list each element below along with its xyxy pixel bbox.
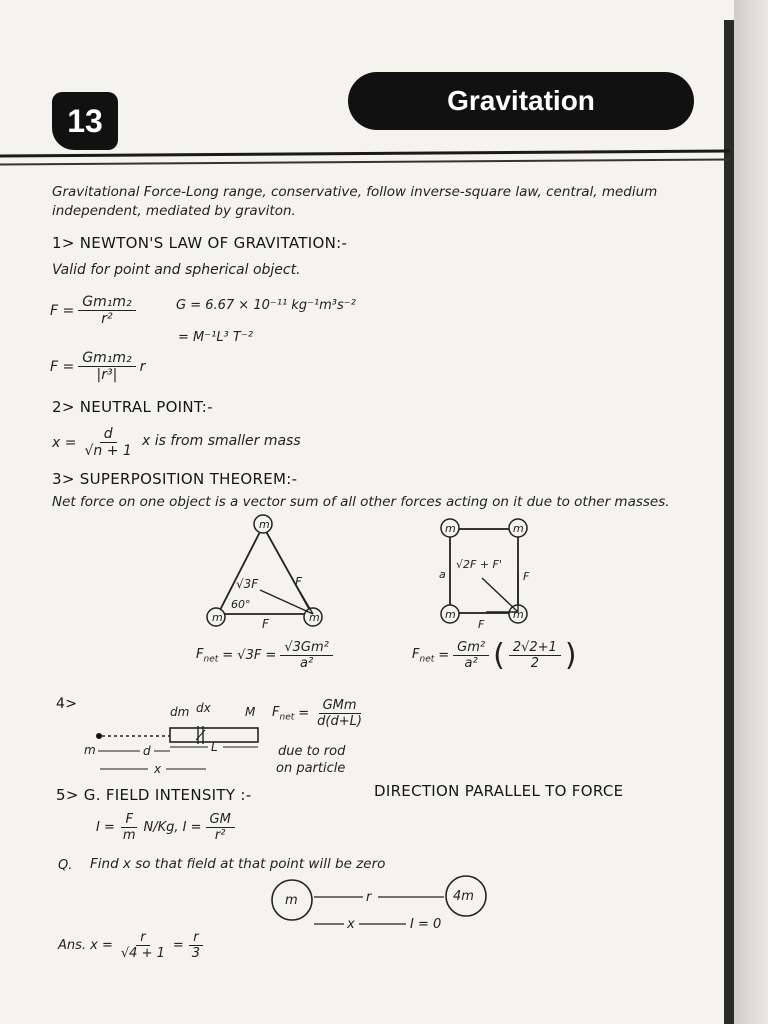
square-diagram — [430, 512, 550, 637]
sq-force-label: √2F + F' — [456, 558, 502, 571]
fnet2-bracket-denominator: 2 — [530, 656, 539, 671]
vector-denominator: |r³| — [96, 367, 118, 383]
sq-f-bottom: F — [478, 618, 485, 631]
newton-formula — [50, 294, 136, 327]
chapter-title-banner: Gravitation — [348, 72, 694, 130]
sq-side-label: a — [439, 568, 446, 581]
header-rule-thick — [0, 149, 730, 157]
fnet1-denominator: a² — [300, 656, 314, 671]
header-rule-thin — [0, 158, 730, 165]
rod-M-label: M — [245, 705, 256, 719]
rod-L-label: L — [211, 740, 218, 754]
g-dimension: = M⁻¹L³ T⁻² — [178, 330, 253, 345]
answer-numerator: r — [136, 930, 149, 946]
section-1-note: Valid for point and spherical object. — [52, 262, 301, 278]
tri-angle-label: 60° — [231, 598, 251, 611]
vector-lhs: F = — [50, 358, 75, 375]
field-unit: N/Kg, I = — [143, 820, 202, 835]
tri-mass-right: m — [309, 611, 320, 624]
fnet2-symbol: $F_{net}$ — [412, 646, 435, 665]
answer2-denominator: 3 — [191, 946, 201, 961]
g-constant: G = 6.67 × 10⁻¹¹ kg⁻¹m³s⁻² — [176, 298, 356, 313]
intro-line-2: independent, mediated by graviton. — [52, 203, 296, 219]
fnet2-close-paren: ) — [564, 638, 577, 673]
vector-unit: r — [139, 358, 146, 375]
direction-note: DIRECTION PARALLEL TO FORCE — [374, 782, 624, 800]
rod-fnet-equals: = — [298, 706, 310, 721]
field-lhs: I = — [96, 820, 115, 835]
rod-x-label: x — [154, 762, 162, 776]
neutral-fraction — [80, 426, 135, 459]
answer-fraction — [117, 930, 169, 961]
q-field-zero: I = 0 — [410, 917, 442, 932]
rod-fnet-numerator: GMm — [319, 698, 361, 714]
field-intensity-formula — [96, 812, 235, 843]
page-right-margin — [734, 0, 768, 1024]
fnet2-equals: = — [438, 648, 450, 663]
tri-root3f-label: √3F — [236, 577, 259, 591]
section-1-heading: 1> NEWTON'S LAW OF GRAVITATION:- — [52, 234, 348, 252]
neutral-numerator: d — [100, 426, 117, 443]
answer2-fraction — [188, 930, 204, 961]
sq-mass-tr: m — [513, 522, 524, 535]
vector-numerator: Gm₁m₂ — [78, 350, 135, 367]
sq-mass-tl: m — [445, 522, 456, 535]
q-x-label: x — [347, 917, 355, 932]
fnet1-middle: = √3F = — [222, 648, 277, 663]
section-5-heading: 5> G. FIELD INTENSITY :- — [56, 786, 252, 804]
fnet2-bracket-numerator: 2√2+1 — [509, 640, 561, 656]
rod-fnet-denominator: d(d+L) — [317, 714, 362, 729]
fnet1-numerator: √3Gm² — [280, 640, 333, 656]
section-2-heading: 2> NEUTRAL POINT:- — [52, 398, 213, 416]
rod-note-1: due to rod — [278, 744, 346, 759]
fnet-triangle — [196, 640, 333, 671]
section-3-heading: 3> SUPERPOSITION THEOREM:- — [52, 470, 298, 488]
tri-f-label-bottom: F — [262, 617, 269, 631]
field2-denominator: r² — [214, 828, 226, 843]
fnet-square — [412, 638, 577, 673]
chapter-number-badge: 13 — [52, 92, 118, 150]
fnet2-fraction — [453, 640, 489, 671]
tri-f-label-right: F — [295, 575, 302, 589]
answer-lhs: Ans. x = — [58, 938, 113, 953]
fnet2-open-paren: ( — [493, 638, 505, 673]
intro-line-1: Gravitational Force-Long range, conservative, follow inverse-square law, central, medium — [52, 184, 658, 200]
rod-fnet-symbol: $F_{net}$ — [272, 704, 295, 723]
field-fraction — [119, 812, 140, 843]
neutral-point-formula — [52, 426, 136, 459]
fnet1-symbol: $F_{net}$ — [196, 646, 219, 665]
rod-force-formula — [272, 698, 366, 729]
section-4-heading: 4> — [56, 696, 78, 712]
neutral-note: x is from smaller mass — [142, 433, 301, 449]
sq-mass-br: m — [513, 608, 524, 621]
rod-dx-label: dx — [196, 701, 211, 715]
book-spine-edge — [724, 20, 734, 1024]
fnet2-numerator: Gm² — [453, 640, 489, 656]
q-mass-m: m — [285, 893, 298, 908]
question-diagram — [268, 874, 492, 940]
answer-denominator: √4 + 1 — [120, 946, 165, 961]
fnet1-fraction — [280, 640, 333, 671]
sq-mass-bl: m — [445, 608, 456, 621]
question-label: Q. — [58, 858, 73, 873]
tri-mass-left: m — [212, 611, 223, 624]
section-3-note: Net force on one object is a vector sum of all other forces acting on it due to other masses. — [52, 494, 670, 510]
answer-equals: = — [172, 938, 184, 953]
q-r-label: r — [366, 890, 372, 905]
newton-numerator: Gm₁m₂ — [78, 294, 135, 311]
answer-formula — [58, 930, 204, 961]
field2-numerator: GM — [206, 812, 235, 828]
fnet2-denominator: a² — [464, 656, 478, 671]
newton-fraction — [78, 294, 135, 327]
point-mass-dot — [96, 733, 102, 739]
field2-fraction — [206, 812, 235, 843]
rod-m-label: m — [84, 743, 96, 757]
answer2-numerator: r — [189, 930, 202, 946]
rod-d-label: d — [143, 744, 151, 758]
field-numerator: F — [121, 812, 136, 828]
neutral-denominator: √n + 1 — [84, 443, 132, 459]
question-text: Find x so that field at that point will be zero — [90, 856, 386, 872]
tri-mass-top: m — [259, 518, 270, 531]
q-mass-4m: 4m — [453, 889, 474, 904]
rod-fnet-fraction — [313, 698, 366, 729]
newton-denominator: r² — [101, 311, 113, 327]
vector-fraction — [78, 350, 135, 383]
fnet2-bracket-fraction — [509, 640, 561, 671]
rod-note-2: on particle — [276, 761, 346, 776]
sq-f-right: F — [523, 570, 530, 583]
newton-lhs: F = — [50, 302, 75, 319]
neutral-lhs: x = — [52, 434, 77, 451]
vector-force-formula — [50, 350, 145, 383]
triangle-diagram — [200, 510, 350, 640]
field-denominator: m — [122, 828, 136, 843]
rod-diagram — [78, 696, 278, 782]
rod-dm-label: dm — [170, 705, 190, 719]
